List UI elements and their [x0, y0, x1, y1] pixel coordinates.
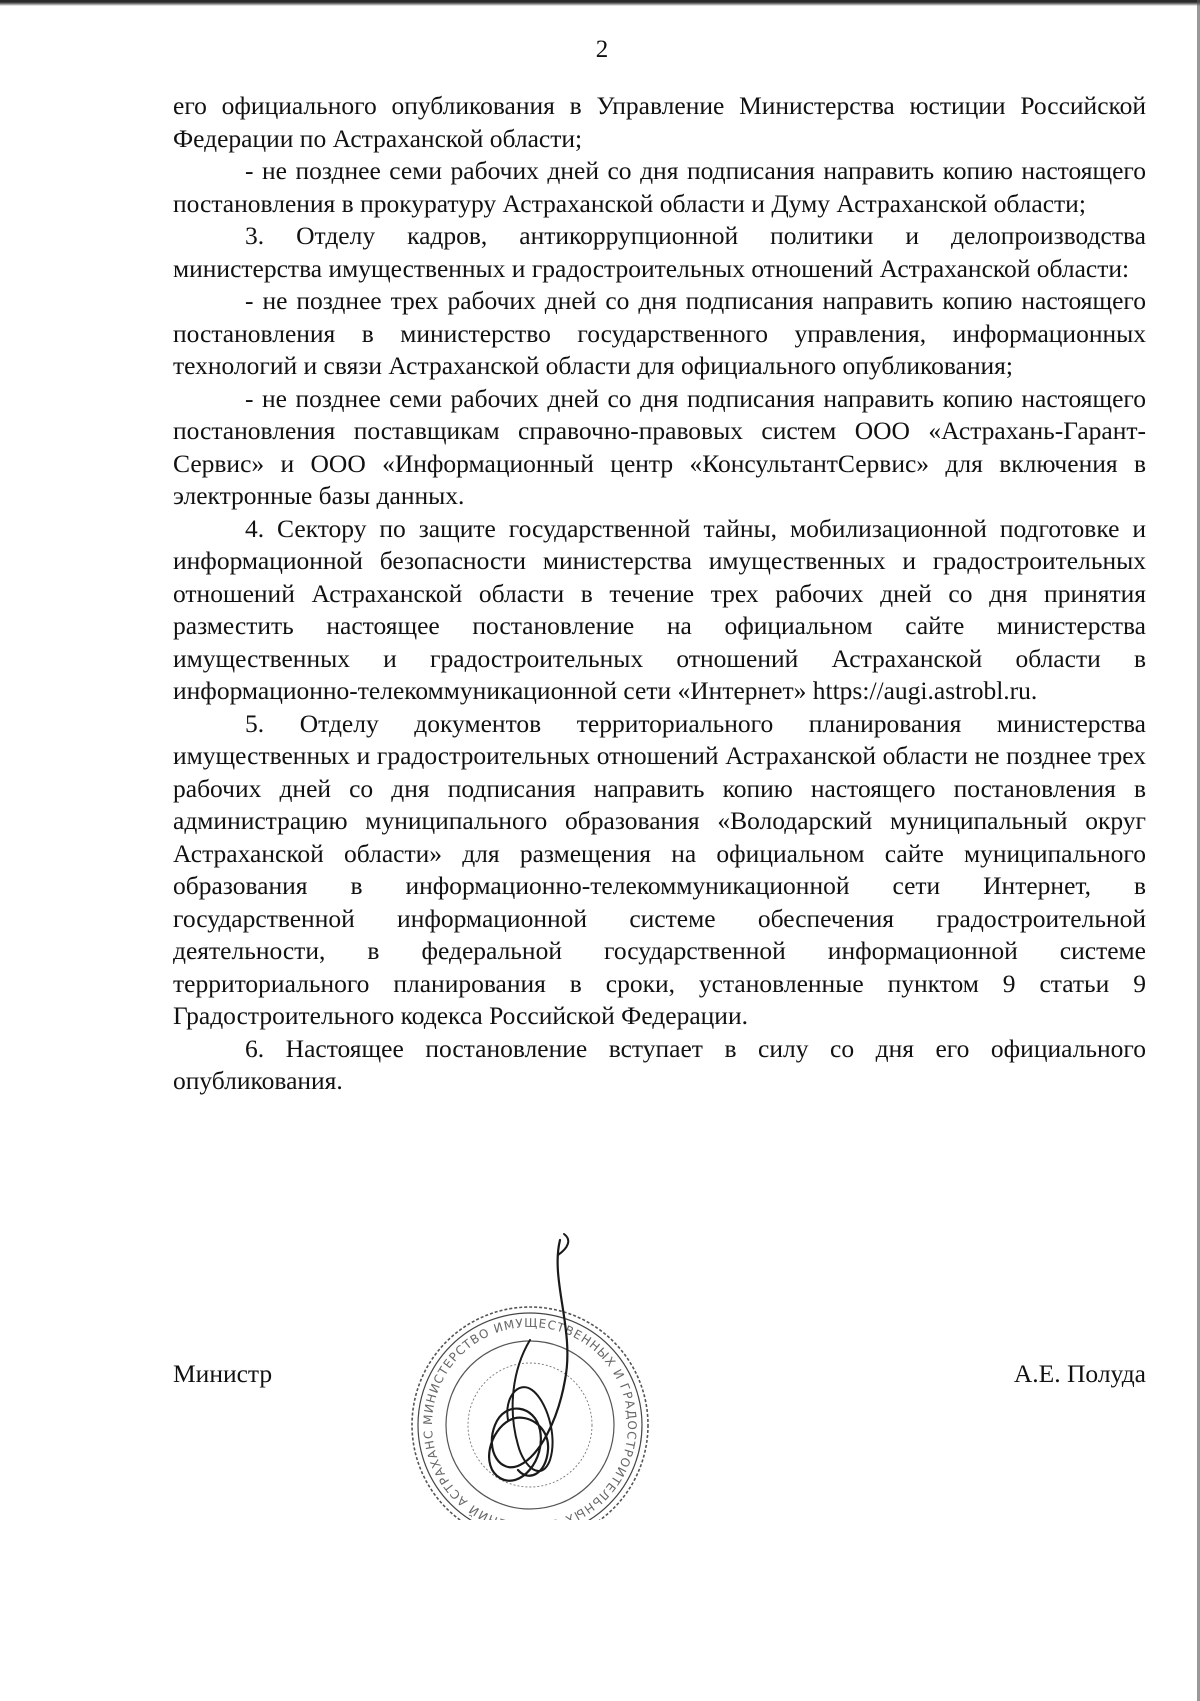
signature-stroke-2 [507, 1340, 552, 1471]
seal-lettering: МИНИСТЕРСТВО ИМУЩЕСТВЕННЫХ И ГРАДОСТРОИТЕЛЬНЫХ НИЙ АСТРАХАНС [420, 1315, 640, 1520]
seal-inner-ring [446, 1341, 614, 1509]
signatory-position: Министр [173, 1359, 273, 1388]
seal-with-signature-graphic [400, 1220, 660, 1520]
official-seal [400, 1220, 660, 1520]
paragraph-item-6: 6. Настоящее постановление вступает в силу со дня его официального опубликования. [173, 1033, 1146, 1095]
paragraph-item-3: 3. Отделу кадров, антикоррупционной политики и делопроизводства министерства имущественных и градостроительных отношений Астраханской области: [173, 221, 1146, 283]
document-body [173, 90, 1146, 1098]
paragraph-item-2-dash-2: - не позднее семи рабочих дней со дня подписания направить копию настоящего постановления в прокуратуру Астраханской области и Думу Астраханской области; [173, 156, 1146, 218]
paragraph-item-4: 4. Сектору по защите государственной тайны, мобилизационной подготовке и информационной безопасности министерства имущественных и градостроительных отношений Астраханской области в течение трех рабочих дней со дня принятия разместить настоящее постановление на официальном сайте министерства имущественных и градостроительных отношений Астраханской области в информационно-телекоммуникационной сети «Интернет» https://augi.astrobl.ru. [173, 513, 1146, 705]
paragraph-item-5: 5. Отделу документов территориального планирования министерства имущественных и градостроительных отношений Астраханской области не позднее трех рабочих дней со дня подписания направить копию настоящего постановления в администрацию муниципального образования «Володарский муниципальный округ Астраханской области» для размещения на официальном сайте муниципального образования в информационно-телекоммуникационной сети Интернет, в государственной информационной системе обеспечения градостроительной деятельности, в федеральной государственной информационной системе территориального планирования в сроки, установленные пунктом 9 статьи 9 Градостроительного кодекса Российской Федерации. [173, 708, 1146, 1030]
page-number: 2 [595, 36, 609, 63]
paragraph-item-3-dash-1: - не позднее трех рабочих дней со дня подписания направить копию настоящего постановления в министерство государственного управления, информационных технологий и связи Астраханской области для официального опубликования; [173, 286, 1146, 380]
scan-edge-top [0, 0, 1200, 6]
paragraph-item-3-dash-2: - не позднее семи рабочих дней со дня подписания направить копию настоящего постановления поставщикам справочно-правовых систем ООО «Астрахань-Гарант-Сервис» и ООО «Информационный центр «КонсультантСервис» для включения в электронные базы данных. [173, 383, 1146, 510]
signatory-name: А.Е. Полуда [1013, 1359, 1146, 1388]
signature-stroke-1 [489, 1240, 567, 1481]
paragraph-continuation: его официального опубликования в Управление Министерства юстиции Российской Федерации по Астраханской области; [173, 91, 1146, 153]
